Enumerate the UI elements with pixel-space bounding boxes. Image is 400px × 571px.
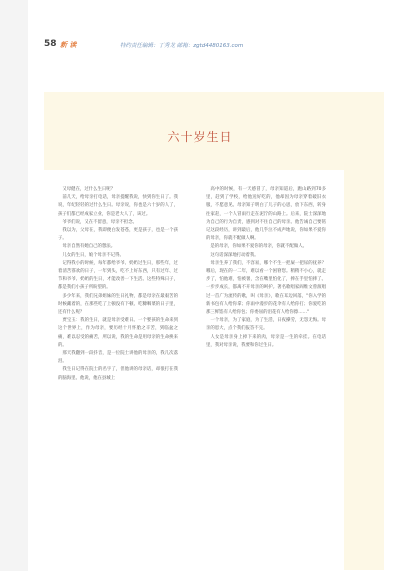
paragraph: 记得我小的时候，每年都给爷爷、奶奶过生日，那些年，过着清苦寡欢的日子，一年到头，吃不上好东西，只有过年、过节和爷爷、奶奶的生日，才能改善一下生活。这些特殊日子，都是我们小孩子所盼望的。 [58, 260, 178, 291]
paragraph: 贾宝玉：我的生日，就是母亲受难日。一个婴孩的生命来到这个世界上，作为母亲，要历经十月怀胎之辛苦，到临盆之痛，难以忍受的痛苦，所以说，我的生命是用母亲的生命换来的。 [58, 318, 178, 348]
paragraph: 这句话深深地打动着我。 [210, 252, 259, 258]
paragraph: 母亲自然有她自己的想法。 [62, 244, 116, 250]
paragraph: 是的母亲，你如果不爱你的母亲，你就不配做人。 [210, 244, 307, 250]
paragraph: 高中的时候，有一天感冒了，母亲知道后，跑山路到70多里，赶到了学校，给他送好吃的，他却因为母亲穿着破旧衣服，不愿意见。母亲知子明白了儿子的心思，放下东西，转身往家赶，一个人冒雨行走在泥泞的山路上。后来，院士深深地为自己的行为自责，感到对不住自己的母亲。他告诫自己要铭记这段经历，讲到最后，他几乎泣不成声地说，你如果不爱你的母亲，你就不配做人啊。 [206, 187, 326, 242]
section-label: 新 读 [60, 41, 77, 49]
paragraph: 一个母亲，为了家庭，为了生活，日夜操劳，无怨无悔。母亲的恩大，点个我们报答不完。 [206, 318, 326, 332]
paragraph: 人女是母亲身上掉下来的肉，母亲是一生的牵挂。在电话里，我对母亲说，我要和你过生日。 [206, 334, 326, 348]
paragraph: 前几天，给母亲打电话，母亲提醒我说，快到你生日了。我说，年纪轻轻的过什么生日。母亲说，你也是六十岁的人了，孩子们都已经成家立业，你是老大人了，该过。 [58, 195, 178, 217]
paragraph: 那天我翻到一段抖音，是一位院士讲他的母亲的，我几次落泪。 [58, 351, 178, 365]
paragraph: 我以为，父母在，我即便白发苍苍，更是孩子，也是一个孩子。 [58, 228, 178, 242]
article-title: 六十岁生日 [167, 130, 233, 144]
article-column-right [206, 186, 326, 496]
article-column-left [58, 186, 178, 566]
paragraph: 又母健在，过什么生日呢？ [62, 187, 116, 192]
page-number: 58 [44, 39, 57, 49]
paragraph: 爷爷们说，又在不留意，母亲不担念。 [62, 219, 138, 225]
page-edge-strip [0, 0, 28, 571]
paragraph: 多少年来，我们兄弟姐妹的生日礼物，都是母亲在最艰苦的时候藏着的，在那些吃了上顿没有下顿、吃糠咽菜的日子里，还有什么呢？ [58, 293, 178, 316]
paragraph: 我生日记得在院士的名字了，但他讲的母亲话，却很打在我的脑海里。他说，他在县城上 [58, 367, 178, 381]
paragraph: 母亲生养了我们，不容易，哪个不生一把屎一把尿的抚养？哪后，现在的一二年，难以看一个困窘您。稍稍不小心，就走步了，怕他难，怕被暑，含在嘴里怕化了，捧在手里怕摔了。一步步成长，都离不开母亲的呵护。著名歌唱家阎维文曾演唱过一首广为流传的歌，叫《母亲》，歌在耳边回落，"你入学的新书包有人给你拿；你雨中漫步的花伞有人给你打；你爱吃的那三鲜馅有人给你包；你委屈的泪花有人给你擦……" [206, 260, 326, 316]
editor-contact: 特约责任编辑：丁秀龙 邮箱：zgtd4480163.com [120, 43, 244, 49]
page-header [44, 40, 384, 54]
paragraph: 儿女的生日，娘个母亲不记得。 [62, 252, 124, 258]
side-decoration-band [344, 170, 384, 570]
